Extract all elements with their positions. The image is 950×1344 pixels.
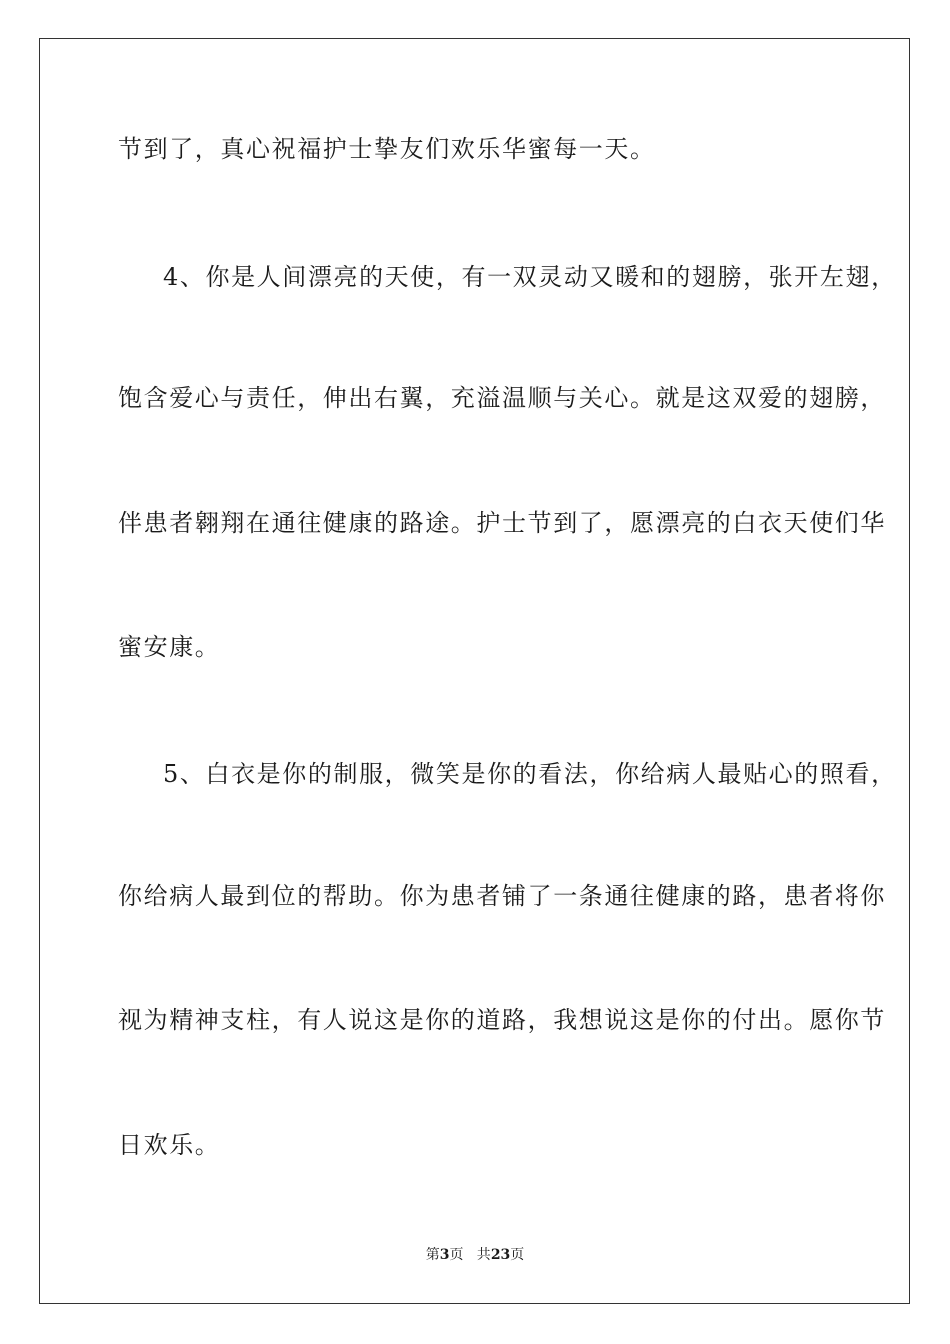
page-border	[39, 38, 910, 1304]
text-line: 饱含爱心与责任，伸出右翼，充溢温顺与关心。就是这双爱的翅膀，	[118, 384, 886, 412]
current-page-number: 3	[439, 1247, 450, 1263]
footer-suffix: 页	[510, 1247, 525, 1263]
text-line: 4、你是人间漂亮的天使，有一双灵动又暖和的翅膀，张开左翅，	[163, 263, 897, 291]
text-line: 视为精神支柱，有人说这是你的道路，我想说这是你的付出。愿你节	[118, 1006, 886, 1034]
text-line: 你给病人最到位的帮助。你为患者铺了一条通往健康的路，患者将你	[118, 882, 886, 910]
text-line: 节到了，真心祝福护士挚友们欢乐华蜜每一天。	[118, 135, 656, 163]
text-line: 蜜安康。	[118, 633, 221, 661]
footer-prefix: 第	[425, 1247, 440, 1263]
footer-middle: 页 共	[449, 1247, 491, 1263]
text-line: 5、白衣是你的制服，微笑是你的看法，你给病人最贴心的照看，	[163, 760, 897, 788]
page-footer	[0, 1246, 950, 1264]
text-line: 伴患者翱翔在通往健康的路途。护士节到了，愿漂亮的白衣天使们华	[118, 509, 886, 537]
total-pages-number: 23	[490, 1247, 511, 1263]
text-line: 日欢乐。	[118, 1131, 221, 1159]
